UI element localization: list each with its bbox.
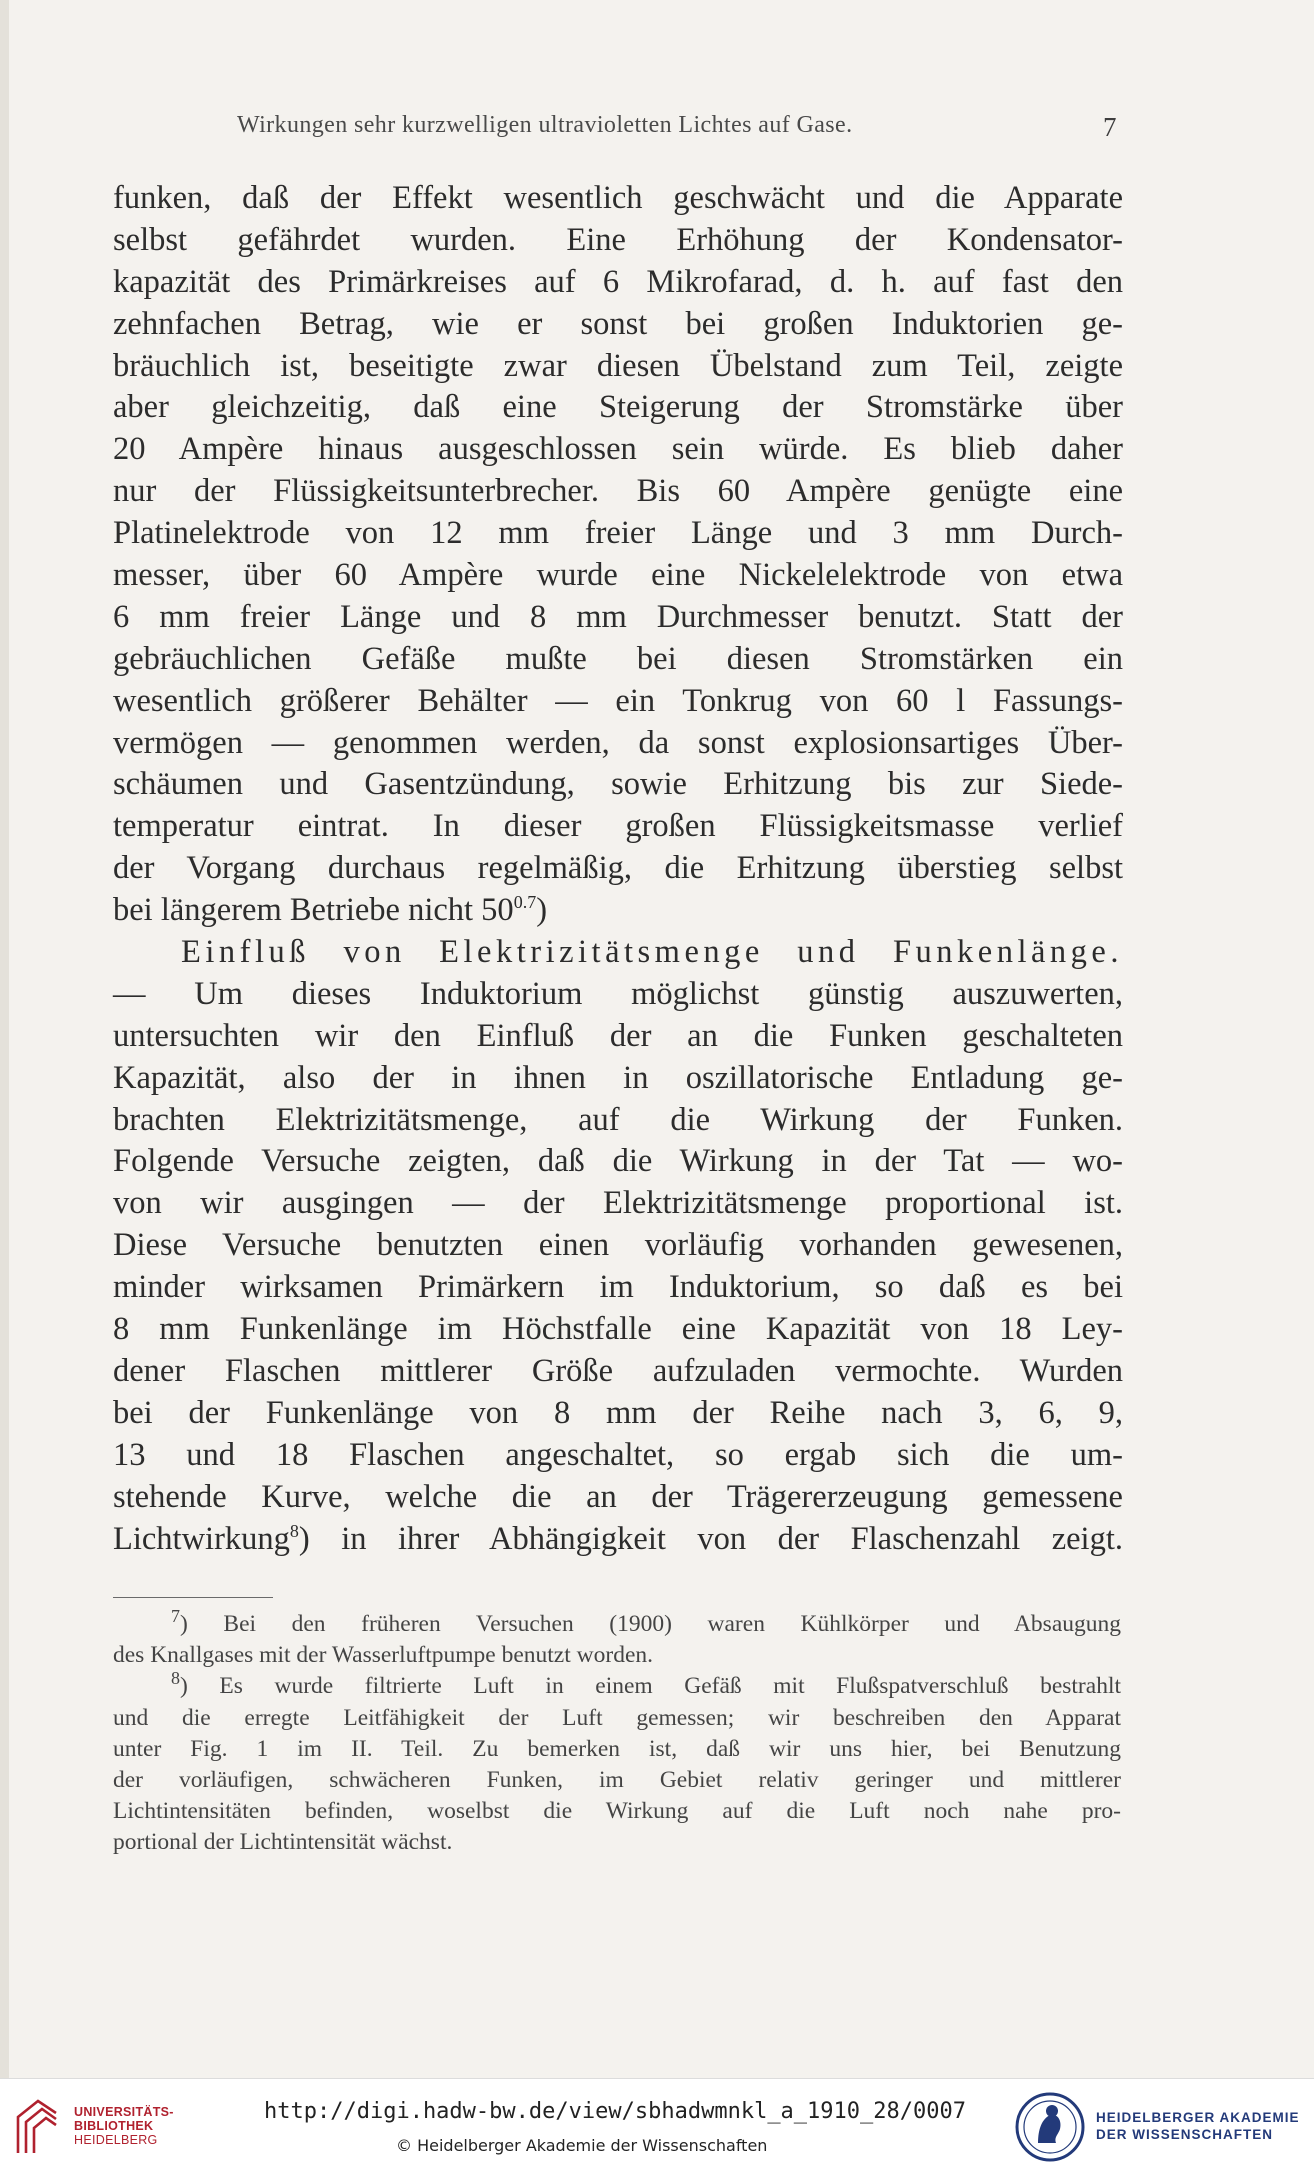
body-line: 13 und 18 Flaschen angeschaltet, so ergab sich die um-	[113, 1436, 1123, 1473]
running-title: Wirkungen sehr kurzwelligen ultravioletten Lichtes auf Gase.	[237, 112, 853, 138]
body-line: nur der Flüssigkeitsunterbrecher. Bis 60 Ampère genügte eine	[113, 473, 1123, 510]
footnote-line: unter Fig. 1 im II. Teil. Zu bemerken ist, daß wir uns hier, bei Benutzung	[113, 1735, 1121, 1762]
viewer-footer	[0, 2078, 1314, 2172]
body-line: gebräuchlichen Gefäße mußte bei diesen Stromstärken ein	[113, 640, 1123, 677]
body-line: 20 Ampère hinaus ausgeschlossen sein würde. Es blieb daher	[113, 431, 1123, 468]
footnote-line: Lichtintensitäten befinden, woselbst die Wirkung auf die Luft noch nahe pro-	[113, 1798, 1121, 1825]
body-line: Platinelektrode von 12 mm freier Länge und 3 mm Durch-	[113, 515, 1123, 552]
body-line: Kapazität, also der in ihnen in oszillatorische Entladung ge-	[113, 1059, 1123, 1096]
copyright-notice: © Heidelberger Akademie der Wissenschaften	[396, 2136, 768, 2155]
footnote-line: und die erregte Leitfähigkeit der Luft gemessen; wir beschreiben den Apparat	[113, 1704, 1121, 1731]
degree-sign: 0	[513, 892, 523, 913]
page-number: 7	[1103, 112, 1117, 142]
footnote-line: portional der Lichtintensität wächst.	[113, 1829, 453, 1856]
academy-name	[1096, 2109, 1300, 2143]
body-line: wesentlich größerer Behälter — ein Tonkrug von 60 l Fassungs-	[113, 682, 1123, 719]
body-line-text: bei längerem Betriebe nicht 50	[113, 892, 514, 929]
body-line: 6 mm freier Länge und 8 mm Durchmesser benutzt. Statt der	[113, 598, 1123, 635]
footnote-rule	[113, 1597, 273, 1598]
body-line: schäumen und Gasentzündung, sowie Erhitzung bis zur Siede-	[113, 766, 1123, 803]
academy-name-line: DER WISSENSCHAFTEN	[1096, 2127, 1274, 2142]
library-name	[74, 2105, 174, 2147]
library-name-line: UNIVERSITÄTS-	[74, 2105, 174, 2119]
footnote-mark: 8	[171, 1668, 180, 1689]
library-name-line: HEIDELBERG	[74, 2133, 158, 2147]
body-line: bei der Funkenlänge von 8 mm der Reihe nach 3, 6, 9,	[113, 1394, 1123, 1431]
body-line: bräuchlich ist, beseitigte zwar diesen Übelstand zum Teil, zeigte	[113, 347, 1123, 384]
body-line: aber gleichzeitig, daß eine Steigerung der Stromstärke über	[113, 389, 1123, 426]
footnote-7	[113, 1606, 1121, 1640]
paren-close: )	[536, 892, 548, 929]
footnote-mark: 7	[171, 1606, 180, 1627]
body-line: temperatur eintrat. In dieser großen Flüssigkeitsmasse verlief	[113, 808, 1123, 845]
body-line-text: ) in ihrer Abhängigkeit von der Flaschenzahl zeigt.	[298, 1520, 1123, 1557]
footnote-ref-8: 8	[289, 1520, 299, 1541]
body-line: — Um dieses Induktorium möglichst günstig auszuwerten,	[113, 975, 1123, 1012]
body-line: vermögen — genommen werden, da sonst explosionsartiges Über-	[113, 724, 1123, 761]
footnote-line: des Knallgases mit der Wasserluftpumpe benutzt worden.	[113, 1642, 653, 1669]
footnote-text: ) Bei den früheren Versuchen (1900) waren Kühlkörper und Absaugung	[180, 1611, 1121, 1637]
body-line: minder wirksamen Primärkern im Induktorium, so daß es bei	[113, 1269, 1123, 1306]
body-line: dener Flaschen mittlerer Größe aufzuladen vermochte. Wurden	[113, 1352, 1123, 1389]
footnote-ref-7: .7	[522, 892, 537, 913]
body-line-text: Lichtwirkung	[113, 1520, 290, 1557]
body-line: kapazität des Primärkreises auf 6 Mikrofarad, d. h. auf fast den	[113, 263, 1123, 300]
body-line: stehende Kurve, welche die an der Trägererzeugung gemessene	[113, 1478, 1123, 1515]
body-line	[113, 890, 1123, 932]
body-line: funken, daß der Effekt wesentlich geschwächt und die Apparate	[113, 180, 1123, 216]
body-line	[113, 1519, 1123, 1561]
footnotes	[113, 1606, 1121, 1859]
footnote-text: ) Es wurde filtrierte Luft in einem Gefäß mit Flußspatverschluß bestrahlt	[180, 1673, 1121, 1700]
university-library-logo-icon[interactable]	[12, 2095, 62, 2157]
library-name-line: BIBLIOTHEK	[74, 2119, 154, 2133]
body-line: Folgende Versuche zeigten, daß die Wirkung in der Tat — wo-	[113, 1143, 1123, 1180]
body-line: brachten Elektrizitätsmenge, auf die Wirkung der Funken.	[113, 1101, 1123, 1138]
body-line: von wir ausgingen — der Elektrizitätsmenge proportional ist.	[113, 1185, 1123, 1222]
body-line: 8 mm Funkenlänge im Höchstfalle eine Kapazität von 18 Ley-	[113, 1311, 1123, 1348]
body-line: zehnfachen Betrag, wie er sonst bei großen Induktorien ge-	[113, 305, 1123, 342]
academy-name-line: HEIDELBERGER AKADEMIE	[1096, 2110, 1300, 2125]
body-line: messer, über 60 Ampère wurde eine Nickelelektrode von etwa	[113, 557, 1123, 594]
footnote-line: der vorläufigen, schwächeren Funken, im Gebiet relativ geringer und mittlerer	[113, 1766, 1121, 1793]
permalink-url[interactable]: http://digi.hadw-bw.de/view/sbhadwmnkl_a_1910_28/0007	[264, 2099, 966, 2124]
footnote-8	[113, 1668, 1121, 1702]
body-line: untersuchten wir den Einfluß der an die Funken geschalteten	[113, 1017, 1123, 1054]
body-line: Diese Versuche benutzten einen vorläufig vorhanden gewesenen,	[113, 1227, 1123, 1264]
academy-seal-icon[interactable]	[1014, 2091, 1086, 2163]
body-text	[113, 178, 1123, 1560]
body-line: der Vorgang durchaus regelmäßig, die Erhitzung überstieg selbst	[113, 850, 1123, 887]
body-line: selbst gefährdet wurden. Eine Erhöhung der Kondensator-	[113, 221, 1123, 258]
section-heading: Einfluß von Elektrizitätsmenge und Funkenlänge.	[181, 934, 1123, 971]
